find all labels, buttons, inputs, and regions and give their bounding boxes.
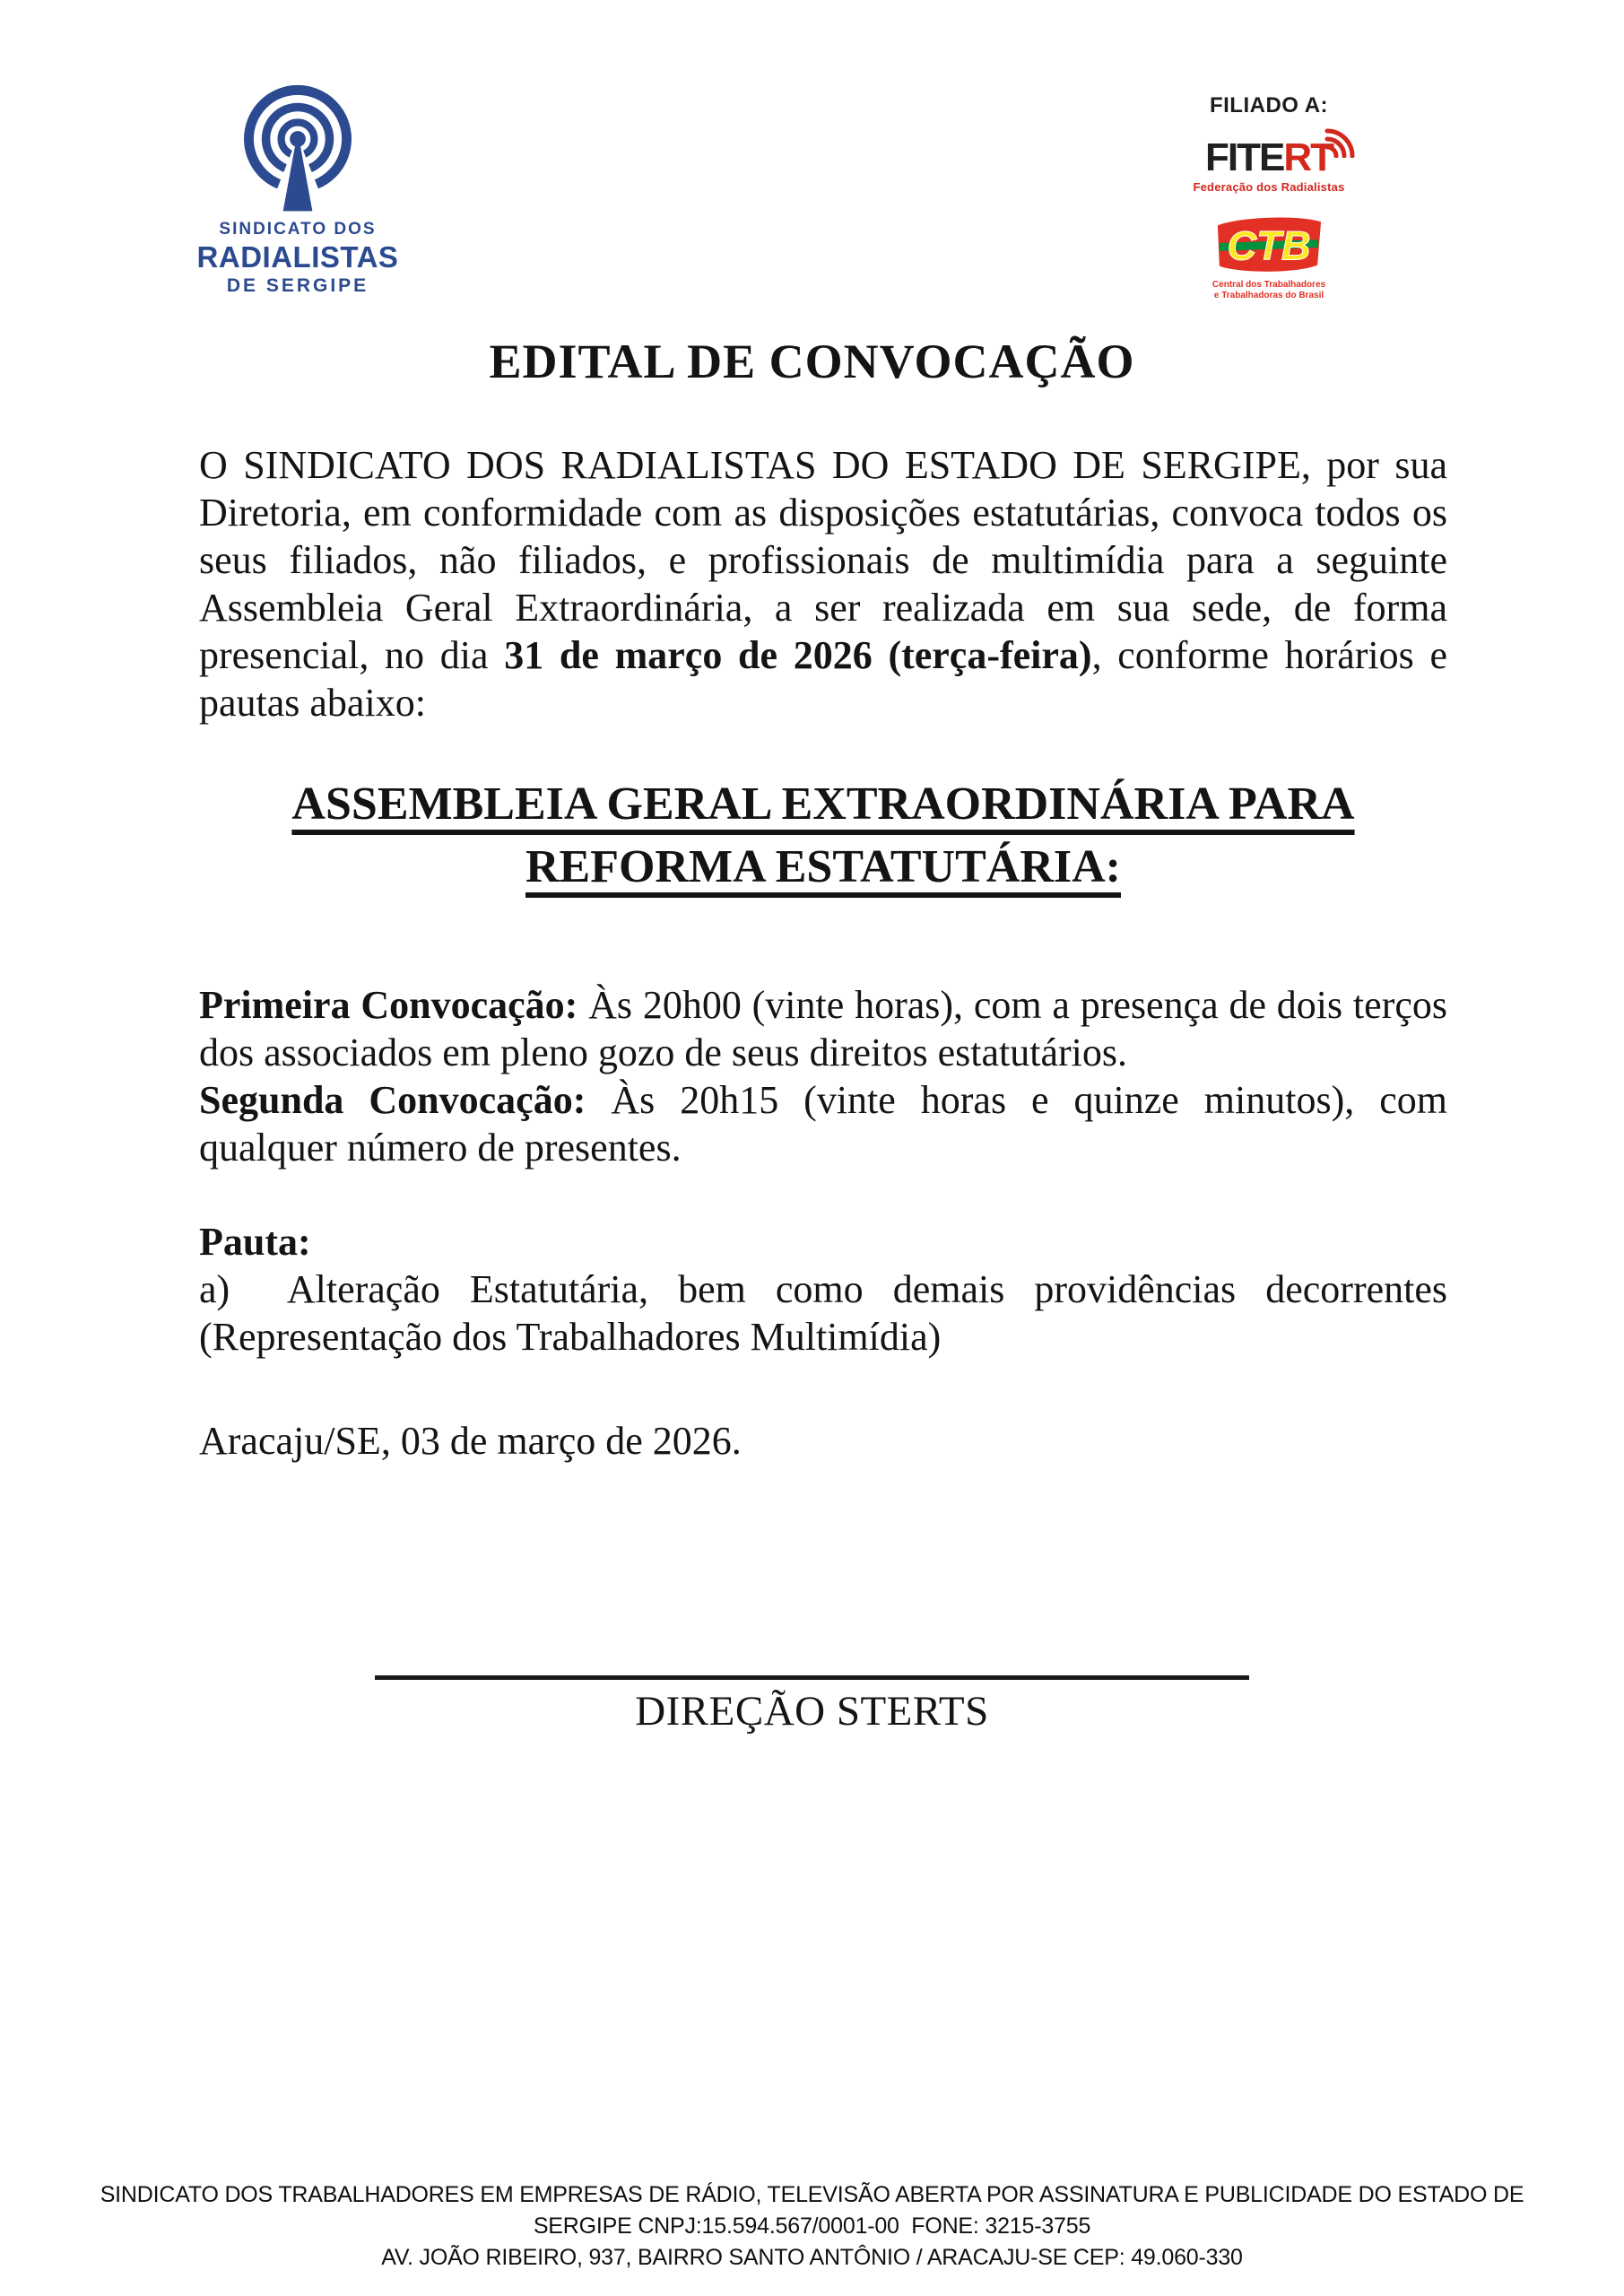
agenda-item: a) Alteração Estatutária, bem como demais providências decorrentes (Representação dos Trabalhadores Multimídia) — [199, 1267, 1447, 1359]
second-call-paragraph — [199, 1076, 1447, 1171]
fitert-wordmark — [1205, 135, 1333, 179]
fitert-wordmark-red: RT — [1283, 135, 1333, 179]
union-logo-line3: DE SERGIPE — [226, 275, 369, 296]
union-logo — [190, 83, 405, 297]
fitert-wordmark-black: FITE — [1205, 135, 1284, 179]
fitert-signal-icon — [1322, 124, 1359, 158]
document-body — [199, 441, 1447, 1465]
intro-paragraph — [199, 441, 1447, 726]
dateline: Aracaju/SE, 03 de março de 2026. — [199, 1419, 742, 1463]
second-call-text: Às 20h15 (vinte horas e quinze minutos), com qualquer número de presentes. — [199, 1078, 1447, 1170]
signature-name: DIREÇÃO STERTS — [635, 1688, 989, 1735]
page-title: EDITAL DE CONVOCAÇÃO — [489, 335, 1135, 388]
fitert-logo — [1193, 135, 1345, 194]
footer-line-2: SERGIPE CNPJ:15.594.567/0001-00 FONE: 3215-3755 — [533, 2213, 1091, 2239]
first-call-paragraph — [199, 981, 1447, 1076]
agenda-label: Pauta: — [199, 1220, 311, 1264]
ctb-subtitle — [1184, 280, 1354, 301]
page-footer — [0, 2179, 1624, 2274]
signature-line — [375, 1675, 1249, 1680]
second-call-label: Segunda Convocação: — [199, 1078, 586, 1122]
radio-antenna-icon — [230, 83, 365, 214]
union-logo-line2: RADIALISTAS — [196, 240, 399, 274]
ctb-subtitle-line1: Central dos Trabalhadores — [1211, 280, 1326, 290]
first-call-text: Às 20h00 (vinte horas), com a presença de dois terços dos associados em pleno gozo de seus direitos estatutários. — [199, 983, 1447, 1074]
footer-line-1: SINDICATO DOS TRABALHADORES EM EMPRESAS DE RÁDIO, TELEVISÃO ABERTA POR ASSINATURA E PUBLICIDADE DO ESTADO DE — [100, 2182, 1524, 2207]
ctb-logo — [1184, 213, 1354, 301]
union-logo-line1: SINDICATO DOS — [219, 220, 377, 239]
intro-text-end: , conforme horários e pautas abaixo: — [199, 633, 1447, 725]
footer-line-3: AV. JOÃO RIBEIRO, 937, BAIRRO SANTO ANTÔNIO / ARACAJU-SE CEP: 49.060-330 — [381, 2245, 1243, 2270]
ctb-wordmark: CTB — [1227, 222, 1311, 269]
first-call-label: Primeira Convocação: — [199, 983, 578, 1027]
ctb-subtitle-line2: e Trabalhadoras do Brasil — [1213, 291, 1324, 300]
signature-block — [0, 1675, 1624, 1735]
fitert-subtitle: Federação dos Radialistas — [1193, 180, 1345, 194]
assembly-heading: ASSEMBLEIA GERAL EXTRAORDINÁRIA PARA REFORMA ESTATUTÁRIA: — [291, 778, 1355, 892]
ctb-flag-icon — [1211, 213, 1326, 276]
filiado-label: FILIADO A: — [1209, 93, 1329, 117]
affiliation-block — [1184, 93, 1354, 301]
intro-date-bold: 31 de março de 2026 (terça-feira) — [504, 633, 1092, 677]
intro-text: O SINDICATO DOS RADIALISTAS DO ESTADO DE SERGIPE, por sua Diretoria, em conformidade com as disposições estatutárias, convoca todos os seus filiados, não filiados, e profissionais de multimídia para a seguinte Assembleia Geral Extraordinária, a ser realizada em sua sede, de forma presencial, no dia — [199, 443, 1447, 677]
